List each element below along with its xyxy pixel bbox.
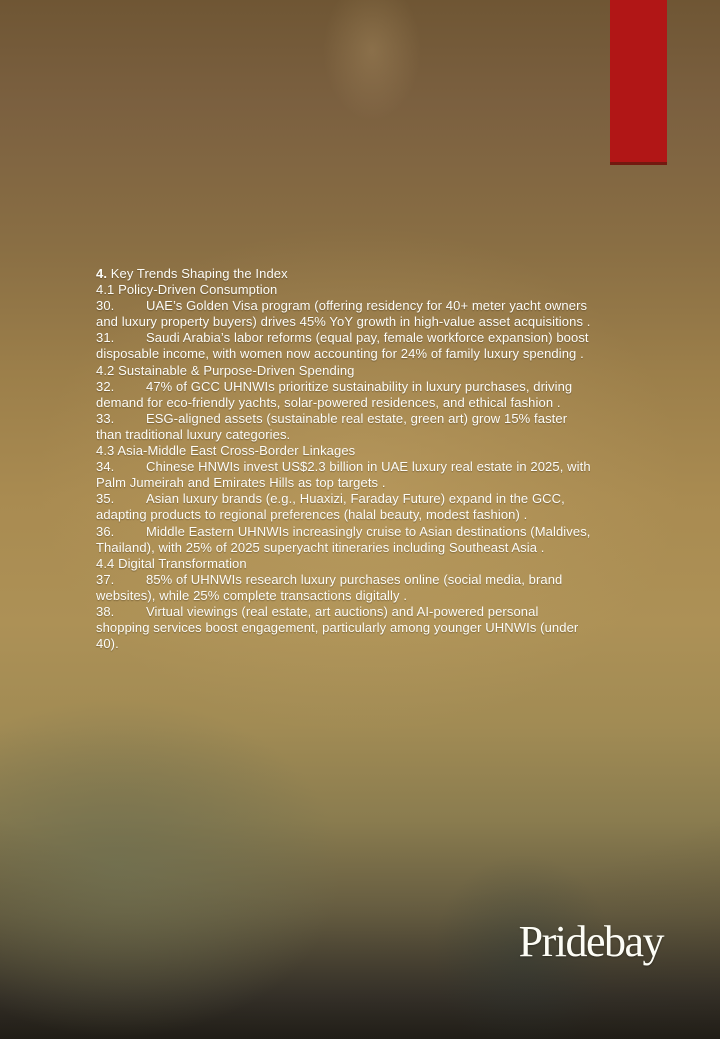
item-text: Middle Eastern UHNWIs increasingly cruise to Asian destinations (Maldives, Thailand), with 25% of 2025 superyacht itineraries including Southeast Asia .: [96, 523, 591, 555]
item-text: 85% of UHNWIs research luxury purchases online (social media, brand websites), while 25% complete transactions digitally .: [96, 571, 563, 603]
item-number: 33.: [96, 410, 115, 426]
heading-text: 4.3 Asia-Middle East Cross-Border Linkages: [96, 443, 356, 459]
heading-text: 4.2 Sustainable & Purpose-Driven Spending: [96, 362, 355, 378]
heading-text: Key Trends Shaping the Index: [107, 266, 288, 281]
section-heading: [96, 363, 594, 379]
item-text: ESG-aligned assets (sustainable real estate, green art) grow 15% faster than traditional luxury categories.: [96, 410, 568, 442]
numbered-item: [96, 524, 594, 556]
section-heading: [96, 266, 594, 282]
numbered-item: [96, 379, 594, 411]
item-text: UAE’s Golden Visa program (offering residency for 40+ meter yacht owners and luxury property buyers) drives 45% YoY growth in high-value asset acquisitions .: [96, 298, 591, 330]
item-text: 47% of GCC UHNWIs prioritize sustainability in luxury purchases, driving demand for eco-friendly yachts, solar-powered residences, and ethical fashion .: [96, 378, 573, 410]
item-text: Virtual viewings (real estate, art auctions) and AI-powered personal shopping services boost engagement, particularly among younger UHNWIs (under 40).: [96, 603, 579, 652]
item-number: 30.: [96, 298, 115, 314]
item-text: Chinese HNWIs invest US$2.3 billion in UAE luxury real estate in 2025, with Palm Jumeirah and Emirates Hills as top targets .: [96, 459, 591, 491]
heading-text: 4.4 Digital Transformation: [96, 555, 247, 571]
item-number: 31.: [96, 330, 115, 346]
section-heading: [96, 556, 594, 572]
section-heading: [96, 282, 594, 298]
numbered-item: [96, 298, 594, 330]
heading-text: 4.1 Policy-Driven Consumption: [96, 282, 278, 298]
item-number: 37.: [96, 571, 115, 587]
numbered-item: [96, 491, 594, 523]
numbered-item: [96, 411, 594, 443]
pridebay-logo: Pridebay: [518, 917, 663, 966]
item-number: 34.: [96, 459, 115, 475]
numbered-item: [96, 459, 594, 491]
item-number: 38.: [96, 603, 115, 619]
numbered-item: [96, 330, 594, 362]
item-text: Asian luxury brands (e.g., Huaxizi, Faraday Future) expand in the GCC, adapting products to regional preferences (halal beauty, modest fashion) .: [96, 491, 565, 523]
heading-number: 4.: [96, 266, 108, 281]
numbered-item: [96, 572, 594, 604]
item-number: 36.: [96, 523, 115, 539]
section-heading: [96, 443, 594, 459]
item-text: Saudi Arabia’s labor reforms (equal pay, female workforce expansion) boost disposable income, with women now accounting for 24% of family luxury spending .: [96, 330, 589, 362]
item-number: 32.: [96, 378, 115, 394]
item-number: 35.: [96, 491, 115, 507]
red-accent-bar: [610, 0, 667, 165]
slide-body-text: [96, 266, 594, 652]
numbered-item: [96, 604, 594, 652]
